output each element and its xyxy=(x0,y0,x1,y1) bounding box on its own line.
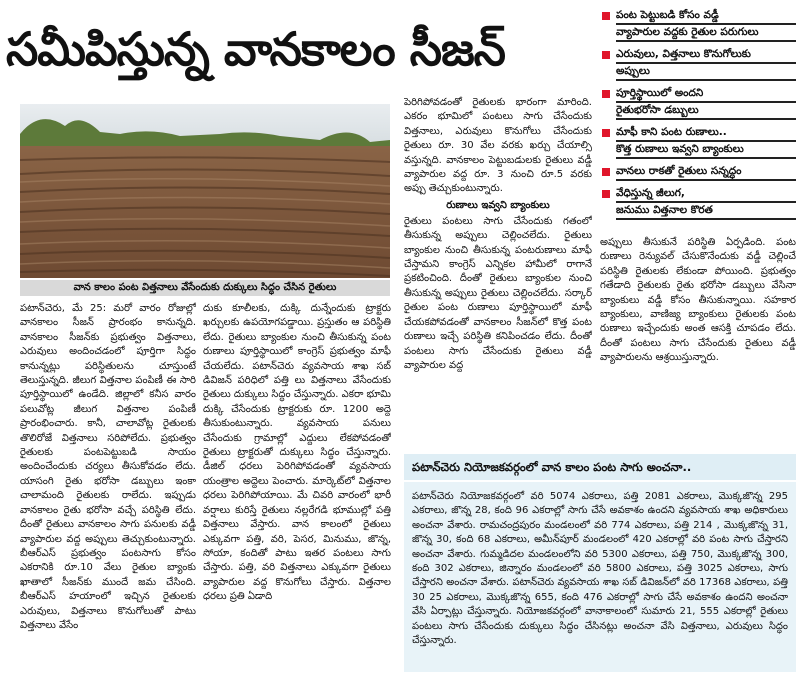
photo-caption: వాన కాలం పంట విత్తనాలు వేసేందుకు దుక్కులు సిద్ధం చేసిన రైతులు xyxy=(20,280,390,296)
highlight-item: మాఫీ కాని పంట రుణాలు.. కొత్త రుణాలు ఇవ్వని బ్యాంకులు xyxy=(600,125,796,159)
article-column-3 xyxy=(404,96,592,448)
page-title: సమీపిస్తున్న వానకాలం సీజన్ xyxy=(6,22,505,76)
crop-estimate-box: పటాన్‌చెరు నియోజకవర్గంలో వరి 5074 ఎకరాలు, పత్తి 2081 ఎకరాలు, మొక్కజొన్న 295 ఎకరాలు, జొన్న 28, కంది 96 ఎకరాల్లో సాగు చేసే అవకాశం ఉందని వ్యవసాయ శాఖ అధికారులు అంచనా వేశారు. రామచంద్రపురం మండలంలో వరి 774 ఎకరాలు, పత్తి 214 , మొక్కజొన్న 31, జొన్న 30, కంది 68 ఎకరాలు, అమీన్‌పూర్ మండలంలో 420 ఎకరాల్లో వరి పంట సాగు చేస్తారని అంచనా వేశారు. గుమ్మడిదల మండలంలోని వరి 5300 ఎకరాలు, పత్తి 750, మొక్కజొన్న 300, కంది 302 ఎకరాలు, జిన్నారం మండలంలో వరి 5800 ఎకరాలు, పత్తి 3025 ఎకరాలు, సాగు చేస్తారని అంచనా వేశారు. పటాన్‌చెరు వ్యవసాయ శాఖ సబ్ డివిజన్‌లో వరి 17368 ఎకరాలు, పత్తి 30 25 ఎకరాలు, మొక్కజొన్న 655, కంది 476 ఎకరాల్లో సాగు చేసే అవకాశం ఉందని అంచనా వేసి ఏర్పాట్లు చేస్తున్నారు. నియోజకవర్గంలో వానాకాలంలో సుమారు 21, 555 ఎకరాల్లో రైతులు పంటలు సాగు చేసేందుకు దుక్కులు సిద్ధం చేసినట్లు అంచనా వేసి విత్తనాలు, ఎరువులు సిద్ధం చేస్తున్నారు. xyxy=(404,482,796,672)
box-heading: పటాన్‌చెరు నియోజకవర్గంలో వాన కాలం పంట సాగు అంచనా.. xyxy=(404,454,796,480)
column-3-para-2: రైతులు పంటలు సాగు చేసేందుకు గతంలో తీసుకున్న అప్పులు చెల్లించలేదు. రైతులు బ్యాంకుల నుంచి తీసుకున్న పంటరుణాలు మాఫీ చేస్తామని కాంగ్రెస్ ఎన్నికల హామీలో రాగానే ప్రకటించింది. దీంతో రైతులు బ్యాంకుల నుంచి తీసుకున్న అప్పులు రైతులు చెల్లించలేదు. సర్కార్ రైతుల పంట రుణాలు పూర్తిస్థాయిలో మాఫీ చేయకపోవడంతో వానకాలం సీజన్‌లో కొత్త పంట రుణాలు ఇచ్చే పరిస్థితి కనిపించడం లేదు. దీంతో పంటలు సాగు చేసేందుకు రైతులు వడ్డీ వ్యాపారుల వద్ద xyxy=(404,215,592,371)
highlights-list xyxy=(600,8,796,225)
article-column-4: అప్పులు తీసుకునే పరిస్థితి ఏర్పడింది. పంట రుణాలు రెన్యువల్ చేసుకొనేందుకు వడ్డీ చెల్లించే పరిస్థితి రైతులకు లేకుండా పోయింది. ప్రభుత్వం గతేడాది రైతులకు రైతు భరోసా డబ్బులు వేసినా బ్యాంకులు వడ్డీ కోసం తీసుకున్నాయి. సహకార బ్యాంకులు, వాణిజ్య బ్యాంకులు రైతులకు పంట రుణాలు ఇచ్చేందుకు అంత ఆసక్తి చూపడం లేదు. దీంతో పంటలు సాగు చేసేందుకు రైతులు వడ్డీ వ్యాపారులను ఆశ్రయిస్తున్నారు. xyxy=(600,237,796,364)
highlight-item: పూర్తిస్థాయిలో అందని రైతుభరోసా డబ్బులు xyxy=(600,86,796,120)
highlight-item: పంట పెట్టుబడి కోసం వడ్డీ వ్యాపారుల వద్దకు రైతుల పరుగులు xyxy=(600,8,796,42)
article-column-2: దుకు కూలీలకు, దుక్కి దున్నేందుకు ట్రాక్టరు ఖర్చులకు ఉపయోగపడ్డాయి. ప్రస్తుతం ఆ పరిస్థితి లేదు. రైతులు బ్యాంకుల నుంచి తీసుకున్న పంట రుణాలు పూర్తిస్థాయిలో కాంగ్రెస్ ప్రభుత్వం మాఫీ చేయలేదు. పటాన్‌చెరు వ్యవసాయ శాఖ సబ్ డివిజన్ పరిధిలో పత్తి లు విత్తనాలు వేసేందుకు రైతులు దుక్కులు సిద్ధం చేస్తున్నారు. ఎకరా భూమి దుక్కి చేసేందుకు ట్రాక్టరుకు రూ. 1200 అద్దె తీసుకుంటున్నారు. వ్యవసాయ పనులు చేసేందుకు గ్రామాల్లో ఎద్దులు లేకపోవడంతో రైతులు ట్రాక్టరుతో దుక్కులు సిద్ధం చేస్తున్నారు. డీజిల్ ధరలు పెరిగిపోవడంతో వ్యవసాయ యంత్రాల అద్దెలు పెంచారు. మార్కెట్‌లో విత్తనాల ధరలు పెరిగిపోయాయి. మే చివరి వారంలో భారీ వర్షాలు కురిస్తే రైతులు నల్లరేగడి భూముల్లో పత్తి విత్తనాలు వేస్తారు. వాన కాలంలో రైతులు ఎక్కువగా పత్తి, వరి, పెసర, మినుము, జొన్న, సోయా, కందితో పాటు ఇతర పంటలు సాగు చేస్తారు. పత్తి, వరి విత్తనాలు ఎక్కువగా రైతులు వ్యాపారుల వద్ద కొనుగోలు చేస్తారు. విత్తనాల ధరలు ప్రతి ఏడాది xyxy=(203,303,391,603)
column-3-para-1: పెరిగిపోవడంతో రైతులకు భారంగా మారింది. ఎకరం భూమిలో పంటలు సాగు చేసేందుకు విత్తనాలు, ఎరువులు కొనుగోలు చేసేందుకు రైతులు రూ. 30 వేల వరకు ఖర్చు చేయాల్సి వస్తున్నది. వానకాలం పెట్టుబడులకు రైతులు వడ్డీ వ్యాపారుల వద్ద రూ. 3 నుంచి రూ.5 వరకు అప్పు తెచ్చుకుంటున్నారు. xyxy=(404,97,592,195)
subheading-banks: రుణాలు ఇవ్వని బ్యాంకులు xyxy=(446,199,550,211)
highlight-item: ఎరువులు, విత్తనాలు కొనుగోలుకు అప్పులు xyxy=(600,47,796,81)
highlight-item: వానలు రాకతో రైతులు సన్నద్ధం xyxy=(600,164,796,181)
field-photo xyxy=(20,104,390,278)
article-column-1: పటాన్‌చెరు, మే 25: మరో వారం రోజుల్లో వానకాలం సీజన్ ప్రారంభం కానున్నది. వానకాలం సీజన్‌కు ప్రభుత్వం విత్తనాలు, ఎరువులు అందించడంలో పూర్తిగా సిద్ధం కానున్నట్లు పరిస్థితులను చూస్తుంటే తెలుస్తున్నది. జీలుగ విత్తనాల పంపిణీ ఈ సారి పూర్తిస్థాయిలో ఉండేది. జిల్లాలో కనీస వారం పలువోట్ల జీలుగ విత్తనాల పంపిణీ ప్రారంభించారు. కానీ, చాలావోట్ల రైతులకు తొలిరోజే విత్తనాలు సరిపోలేదు. ప్రభుత్వం రైతులకు పంటపెట్టుబడి సాయం అందించేందుకు చర్యలు తీసుకోవడం లేదు. యాసంగి రైతు భరోసా డబ్బులు ఇంకా చాలామంది రైతులకు రాలేదు. ఇప్పుడు వానకాలం రైతు భరోసా వచ్చే పరిస్థితి లేదు. దీంతో రైతులు వానకాలం సాగు పనులకు వడ్డీ వ్యాపారుల వద్ద అప్పులు తెచ్చుకుంటున్నారు. బీఆర్ఎస్ ప్రభుత్వం పంటసాగు కోసం ఎకరానికి రూ.10 వేలు రైతుల బ్యాంకు ఖాతాలో సీజన్‌కు ముందే జమ చేసింది. బీఆర్ఎస్ హయాంలో ఇచ్చిన రైతులకు ఎరువులు, విత్తనాలు కొనుగోలుతో పాటు విత్తనాలు వేసేం xyxy=(20,303,196,631)
highlight-item: వేధిస్తున్న జీలుగ, జనుము విత్తనాల కొరత xyxy=(600,186,796,220)
